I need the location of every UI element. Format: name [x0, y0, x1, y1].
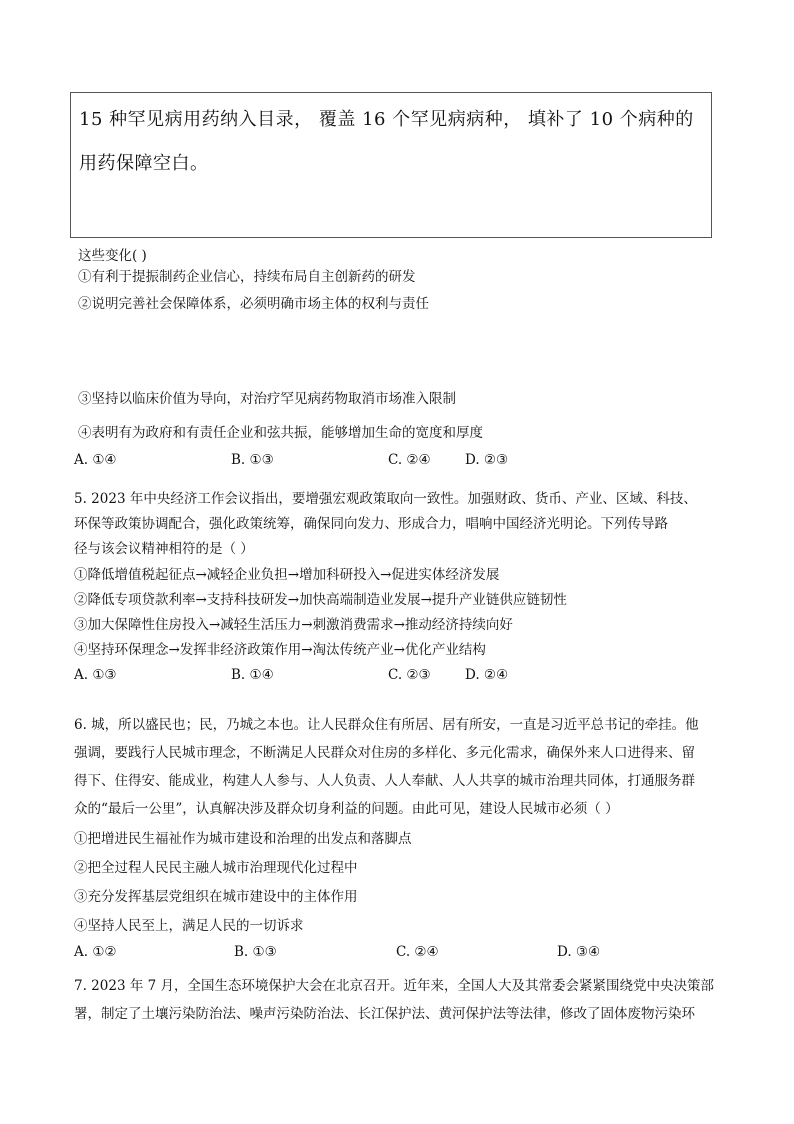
q5-text-line-1: 5. 2023 年中央经济工作会议指出，要增强宏观政策取向一致性。加强财政、货币、产业、区域、科技、 [74, 491, 697, 507]
q4-stem: 这些变化( ) [78, 248, 147, 264]
quoted-material-box [70, 92, 712, 238]
q5-statement-3: ③加大保障性住房投入→减轻生活压力→刺激消费需求→推动经济持续向好 [74, 617, 513, 633]
q6-text-line-3: 得下、住得安、能成业，构建人人参与、人人负责、人人奉献、人人共享的城市治理共同体，打通服务群 [74, 773, 695, 789]
q6-statement-1: ①把增进民生福祉作为城市建设和治理的出发点和落脚点 [74, 831, 412, 847]
material-line-2: 用药保障空白。 [79, 153, 209, 174]
q7-text-line-1: 7. 2023 年 7 月，全国生态环境保护大会在北京召开。近年来，全国人大及其常委会紧紧围绕党中央决策部 [74, 978, 714, 994]
q6-text-line-4: 众的“最后一公里”，认真解决涉及群众切身利益的问题。由此可见，建设人民城市必须（ ） [74, 801, 619, 817]
q6-text-line-1: 6. 城，所以盛民也；民，乃城之本也。让人民群众住有所居、居有所安，一直是习近平总书记的牵挂。他 [74, 717, 699, 733]
q4-option-a: A. ①④ [74, 452, 117, 468]
q5-option-a: A. ①③ [74, 667, 117, 683]
q4-statement-3: ③坚持以临床价值为导向，对治疗罕见病药物取消市场准入限制 [78, 391, 456, 407]
q6-option-d: D. ③④ [557, 944, 601, 960]
q4-option-c: C. ②④ [388, 452, 431, 468]
q4-statement-4: ④表明有为政府和有责任企业和弦共振，能够增加生命的宽度和厚度 [78, 425, 483, 441]
q5-option-d: D. ②④ [465, 667, 509, 683]
q6-statement-3: ③充分发挥基层党组织在城市建设中的主体作用 [74, 889, 358, 905]
q6-option-a: A. ①② [74, 944, 117, 960]
q6-statement-4: ④坚持人民至上，满足人民的一切诉求 [74, 918, 304, 934]
material-line-1: 15 种罕见病用药纳入目录， 覆盖 16 个罕见病病种， 填补了 10 个病种的 [79, 109, 694, 130]
q4-statement-2: ②说明完善社会保障体系，必须明确市场主体的权利与责任 [78, 296, 429, 312]
q6-option-c: C. ②④ [396, 944, 439, 960]
q4-option-b: B. ①③ [231, 452, 274, 468]
q6-option-b: B. ①③ [234, 944, 277, 960]
q7-text-line-2: 署，制定了土壤污染防治法、噪声污染防治法、长江保护法、黄河保护法等法律，修改了固体废物污染环 [74, 1006, 695, 1022]
q4-option-d: D. ②③ [465, 452, 509, 468]
q5-text-line-2: 环保等政策协调配合，强化政策统筹，确保同向发力、形成合力，唱响中国经济光明论。下列传导路 [74, 516, 668, 532]
q5-option-b: B. ①④ [231, 667, 274, 683]
q5-option-c: C. ②③ [388, 667, 431, 683]
q4-statement-1: ①有利于提振制药企业信心，持续布局自主创新药的研发 [78, 269, 416, 285]
q5-statement-4: ④坚持环保理念→发挥非经济政策作用→淘汰传统产业→优化产业结构 [74, 642, 486, 658]
q5-statement-2: ②降低专项贷款利率→支持科技研发→加快高端制造业发展→提升产业链供应链韧性 [74, 592, 567, 608]
q6-statement-2: ②把全过程人民民主融人城市治理现代化过程中 [74, 860, 358, 876]
q5-text-line-3: 径与该会议精神相符的是（ ） [74, 541, 254, 557]
q5-statement-1: ①降低增值税起征点→减轻企业负担→增加科研投入→促进实体经济发展 [74, 567, 500, 583]
q6-text-line-2: 强调，要践行人民城市理念，不断满足人民群众对住房的多样化、多元化需求，确保外来人口进得来、留 [74, 745, 695, 761]
